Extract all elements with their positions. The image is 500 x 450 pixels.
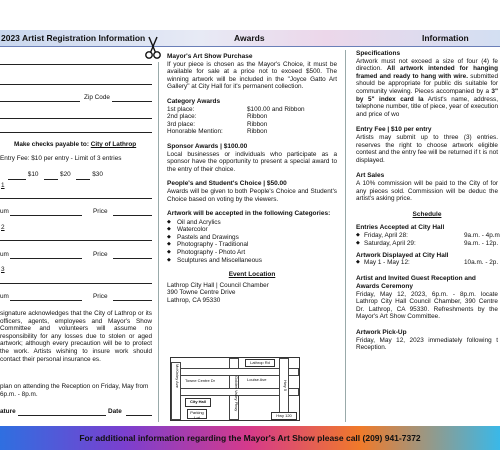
categories-list [167,219,337,265]
specs-text [356,58,498,119]
list-item: ◆ Sculptures and Miscellaneous [167,257,337,265]
address-line[interactable] [0,84,152,85]
schedule-time: 9a.m. - 4p.m [464,231,500,239]
sales-text: A 10% commission will be paid to the City of for any pieces sold. Commission will be deduc the artist's asking price. [356,179,498,203]
payable-label [14,141,136,149]
entry-1-title-line[interactable] [0,198,152,199]
pickup-heading: Artwork Pick-Up [356,329,407,337]
award-prize: Ribbon [247,120,268,128]
list-item: ◆ Pastels and Drawings [167,234,337,242]
hwy-5-label: Hwy 5 [283,380,288,392]
fee-30-blank[interactable] [76,171,90,180]
schedule-row [356,240,498,248]
signature-label: ature [0,408,16,415]
entry-fee-note: Entry Fee: $10 per entry - Limit of 3 entries [0,155,122,162]
entries-heading: Entries Accepted at City Hall [356,224,445,232]
peoples-heading: People's and Student's Choice | $50.00 [167,180,287,188]
fee-options [8,171,103,180]
entry-3-medium-label: um [0,293,9,300]
list-item: ◆ Watercolor [167,226,337,234]
zip-line[interactable] [112,101,152,102]
zip-label: Zip Code [84,94,110,101]
location-heading: Event Location [228,271,276,279]
fee-10-label: $10 [27,171,39,178]
information-title: Information [422,33,469,43]
entry-3-price-line[interactable] [113,300,152,301]
sponsor-heading: Sponsor Awards | $100.00 [167,142,248,150]
reception-note: plan on attending the Reception on Friday, May from 6p.m. - 8p.m. [0,383,149,398]
entry-3-price-label: Price [93,293,108,300]
city-hall-label: City Hall [185,398,211,407]
award-place: 1st place: [167,105,195,113]
reception-text: Friday, May 12, 2023, 6p.m. - 8p.m. locate Lathrop City Hall Council Chamber, 390 Centre Dr. Lathrop, CA 95330. Refreshments by the Mayor's Art Show Committee. [356,290,498,321]
golden-valley-label: Golden Valley Pkwy [234,376,239,412]
entry-2-price-label: Price [93,251,108,258]
column-divider-right [345,50,346,422]
entry-1-medium-line[interactable] [10,215,82,216]
awards-column [167,53,337,305]
date-label: Date [108,408,122,415]
parking-label: Parking Lot [187,409,207,419]
acknowledgement-text: signature acknowledges that the City of Lathrop or its officers, agents, employees and Mayor's Show Committee and volunteers will assume no responsibility for any losses due to stolen or aged artwork; although every precaution will be to protect the work. Artists wishing to insure work should contact their personal insurance es. [0,310,152,363]
fee-heading: Entry Fee | $10 per entry [356,126,432,134]
fee-20-blank[interactable] [44,171,58,180]
purchase-heading: Mayor's Art Show Purchase [167,53,253,60]
award-place: 3rd place: [167,120,196,128]
schedule-row [356,232,498,240]
table-row [167,106,305,114]
location-line: 390 Towne Centre Drive [167,289,236,297]
entry-2-number: 2 [1,224,5,231]
entry-2-medium-label: um [0,251,9,258]
entry-2-medium-line[interactable] [10,258,82,259]
schedule-row [356,259,498,267]
specs-text-2: submitted should be appropriate for public dis suitable for community viewing. Pieces accompanied by a [356,72,499,95]
displayed-heading: Artwork Displayed at City Hall [356,251,449,259]
hwy-120-label: Hwy 120 [271,412,297,420]
location-map [170,357,300,421]
lathrop-rd-label: Lathrop Rd [245,359,275,367]
pickup-text: Friday, May 12, 2023 immediately following t Reception. [356,336,498,352]
fee-text: Artists may submit up to three (3) entries. reserves the right to choose artwork eligible contest and the entry fee will be returned if t is not displayed. [356,133,498,164]
specs-card: 3" by 5" index card la [356,87,499,103]
towne-centre-label: Towne Centre Dr [185,378,216,383]
entry-1-medium-label: um [0,208,9,215]
signature-line[interactable] [18,415,106,416]
entry-3-title-line[interactable] [0,283,152,284]
peoples-text: Awards will be given to both People's Choice and Student's Choice based on voting by the viewers. [167,187,337,203]
specs-text-3: Artist's name, address, telephone number, title of piece, year of execution and price of wo [356,95,498,118]
louise-ave-label: Louise Ave [247,377,267,382]
payable-text: Make checks payable to: [14,141,89,148]
schedule-day: ◆ May 1 - May 12: [364,259,410,267]
schedule-day: ◆ Friday, April 28: [364,231,408,239]
header-rule [0,46,500,47]
phone-line[interactable] [0,118,152,119]
award-place: Honorable Mention: [167,128,223,136]
award-prize: Ribbon [247,113,268,121]
location-line: Lathrop, CA 95330 [167,297,221,305]
mckinley-label: McKinley Ave [175,364,180,388]
date-line[interactable] [126,415,152,416]
table-row [167,113,305,121]
entry-1-price-label: Price [93,208,108,215]
table-row [167,128,305,136]
information-column [356,50,498,352]
award-prize: $100.00 and Ribbon [247,105,305,113]
categories-heading: Artwork will be accepted in the following Categories: [167,210,331,218]
specs-text-1: Artwork must not exceed a size of four (4) fe direction. [356,57,498,73]
list-item: ◆ Photography - Traditional [167,241,337,249]
registration-title: 2023 Artist Registration Information [1,33,146,43]
category-heading: Category Awards [167,97,221,105]
list-item: ◆ Oil and Acrylics [167,219,337,227]
schedule-time: 10a.m. - 2p. [464,259,499,267]
table-row [167,121,305,129]
category-awards-table [167,106,305,136]
payable-to: City of Lathrop [90,141,137,148]
entry-3-number: 3 [1,266,5,273]
award-prize: Ribbon [247,128,268,136]
entry-2-price-line[interactable] [113,258,152,259]
email-line[interactable] [0,132,152,133]
awards-title: Awards [234,33,265,43]
list-item: ◆ Photography - Photo Art [167,249,337,257]
specs-bold: All artwork intended for hanging framed and ready to hang with wire. [356,65,498,80]
sponsor-text: Local businesses or individuals who participate as a sponsor have the opportunity to present a special award to the entry of their choice. [167,150,337,173]
schedule-heading: Schedule [412,210,442,218]
fee-10-blank[interactable] [8,171,26,180]
entry-1-price-line[interactable] [113,215,152,216]
entry-1-number: 1 [1,182,5,189]
schedule-time: 9a.m. - 12p. [464,239,499,247]
column-divider-left [158,62,159,422]
fee-30-label: $30 [92,171,103,178]
entry-3-medium-line[interactable] [10,300,82,301]
award-place: 2nd place: [167,113,197,121]
reception-heading: Artist and Invited Guest Reception and Awards Ceremony [356,275,476,291]
city-line[interactable] [0,101,80,102]
scissors-icon [145,36,161,60]
schedule-day: ◆ Saturday, April 29: [364,239,416,247]
sales-heading: Art Sales [356,172,385,180]
name-line[interactable] [0,64,152,65]
specs-heading: Specifications [356,50,401,57]
footer-text: For additional information regarding the Mayor's Art Show please call (209) 941-7372 [79,433,421,443]
fee-20-label: $20 [60,171,71,178]
location-line: Lathrop City Hall | Council Chamber [167,281,269,289]
purchase-text: If your piece is chosen as the Mayor's Choice, it must be available for sale at a price not to exceed $500. The winning artwork will be included in the "Joyce Gatto Art Gallery" at City Hall for it's permanent collection. [167,60,337,91]
entry-2-title-line[interactable] [0,240,152,241]
